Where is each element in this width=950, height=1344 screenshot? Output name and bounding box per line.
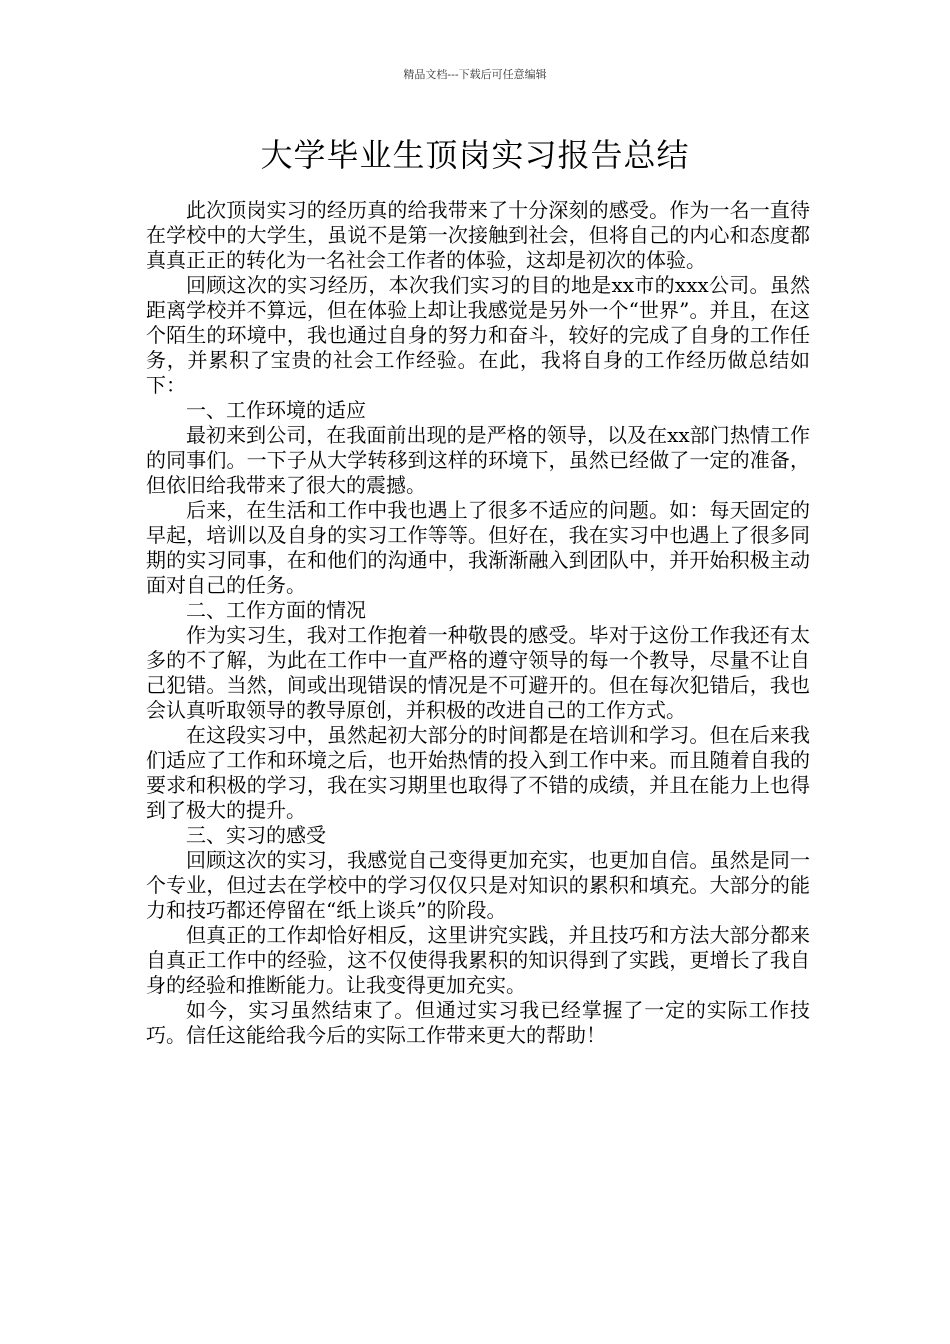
paragraph: 在这段实习中，虽然起初大部分的时间都是在培训和学习。但在后来我们适应了工作和环境之后，也开始热情的投入到工作中来。而且随着自我的要求和积极的学习，我在实习期里也取得了不错的成绩，并且在能力上也得到了极大的提升。 xyxy=(146,723,810,822)
paragraph-review: 回顾这次的实习经历，本次我们实习的目的地是xx市的xxx公司。虽然距离学校并不算远，但在体验上却让我感觉是另外一个“世界”。并且，在这个陌生的环境中，我也通过自身的努力和奋斗，较好的完成了自身的工作任务，并累积了宝贵的社会工作经验。在此，我将自身的工作经历做总结如下： xyxy=(146,273,810,397)
document-body xyxy=(146,198,810,1048)
section-heading-1: 一、工作环境的适应 xyxy=(186,398,366,422)
document-title: 大学毕业生顶岗实习报告总结 xyxy=(260,136,690,174)
section-heading-2: 二、工作方面的情况 xyxy=(186,598,366,622)
paragraph-conclusion: 如今，实习虽然结束了。但通过实习我已经掌握了一定的实际工作技巧。信任这能给我今后的实际工作带来更大的帮助！ xyxy=(146,998,810,1047)
paragraph: 后来，在生活和工作中我也遇上了很多不适应的问题。如：每天固定的早起，培训以及自身的实习工作等等。但好在，我在实习中也遇上了很多同期的实习同事，在和他们的沟通中，我渐渐融入到团队中，并开始积极主动面对自己的任务。 xyxy=(146,498,810,597)
section-heading-3: 三、实习的感受 xyxy=(186,823,326,847)
paragraph-intro: 此次顶岗实习的经历真的给我带来了十分深刻的感受。作为一名一直待在学校中的大学生，虽说不是第一次接触到社会，但将自己的内心和态度都真真正正的转化为一名社会工作者的体验，这却是初次的体验。 xyxy=(146,198,810,272)
paragraph: 作为实习生，我对工作抱着一种敬畏的感受。毕对于这份工作我还有太多的不了解，为此在工作中一直严格的遵守领导的每一个教导，尽量不让自己犯错。当然，间或出现错误的情况是不可避开的。但在每次犯错后，我也会认真听取领导的教导原创，并积极的改进自己的工作方式。 xyxy=(146,623,810,722)
paragraph: 最初来到公司，在我面前出现的是严格的领导，以及在xx部门热情工作的同事们。一下子从大学转移到这样的环境下，虽然已经做了一定的准备，但依旧给我带来了很大的震撼。 xyxy=(146,423,810,497)
header-note: 精品文档---下载后可任意编辑 xyxy=(403,68,547,81)
paragraph: 回顾这次的实习，我感觉自己变得更加充实，也更加自信。虽然是同一个专业，但过去在学校中的学习仅仅只是对知识的累积和填充。大部分的能力和技巧都还停留在“纸上谈兵”的阶段。 xyxy=(146,848,810,922)
paragraph: 但真正的工作却恰好相反，这里讲究实践，并且技巧和方法大部分都来自真正工作中的经验，这不仅使得我累积的知识得到了实践，更增长了我自身的经验和推断能力。让我变得更加充实。 xyxy=(146,923,810,997)
